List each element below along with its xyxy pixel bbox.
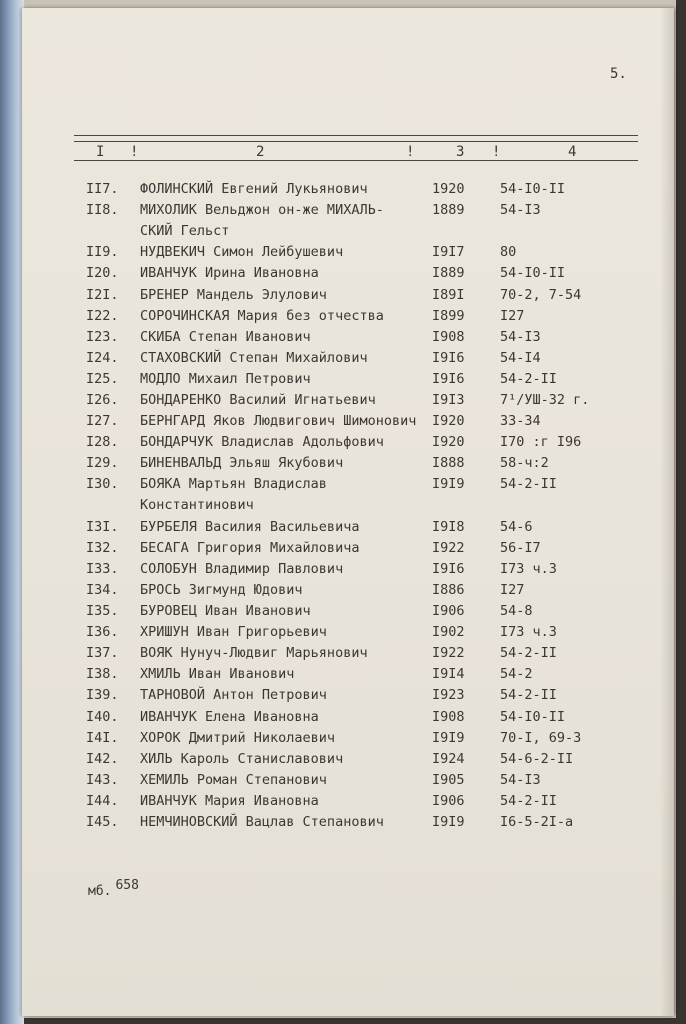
article-code: 54-I0-II <box>500 708 566 725</box>
article-code: 33-34 <box>500 413 541 430</box>
entry-number: I28. <box>86 434 119 451</box>
birth-year: I908 <box>432 328 465 345</box>
article-code: 70-I, 69-3 <box>500 729 582 746</box>
birth-year: 1889 <box>432 202 465 219</box>
list-item <box>22 413 674 434</box>
article-code: 80 <box>500 244 517 261</box>
list-item <box>22 265 674 286</box>
entry-number: I34. <box>86 581 119 598</box>
article-code: 54-2-II <box>500 370 557 387</box>
article-code: 58-ч:2 <box>500 455 549 472</box>
entry-number: I30. <box>86 476 119 493</box>
article-code: 54-I3 <box>500 202 541 219</box>
document-page <box>22 8 674 1016</box>
birth-year: I9I7 <box>432 244 465 261</box>
person-name: СОЛОБУН Владимир Павлович <box>140 560 344 577</box>
birth-year: I908 <box>432 708 465 725</box>
entry-number: I40. <box>86 708 119 725</box>
person-name: ИВАНЧУК Мария Ивановна <box>140 792 319 809</box>
entry-number: I23. <box>86 328 119 345</box>
entry-number: II8. <box>86 202 119 219</box>
header-col-3: 3 <box>456 144 465 160</box>
person-name: НЕМЧИНОВСКИЙ Вацлав Степанович <box>140 814 384 830</box>
list-item <box>22 519 674 540</box>
article-code: 56-I7 <box>500 539 541 556</box>
entry-number: I33. <box>86 560 119 577</box>
birth-year: I886 <box>432 581 465 598</box>
header-separator-1: ! <box>130 144 139 160</box>
birth-year: I923 <box>432 687 465 704</box>
birth-year: I9I9 <box>432 729 465 746</box>
header-separator-2: ! <box>406 144 415 160</box>
entry-number: I26. <box>86 392 119 408</box>
birth-year: I906 <box>432 792 465 809</box>
person-name: СОРОЧИНСКАЯ Мария без отчества <box>140 307 384 324</box>
person-name: ТАРНОВОЙ Антон Петрович <box>140 687 327 704</box>
birth-year: I899 <box>432 307 465 324</box>
list-item <box>22 371 674 392</box>
entry-number: I36. <box>86 624 119 641</box>
entry-number: I2I. <box>86 286 119 303</box>
list-item <box>22 244 674 265</box>
article-code: I27 <box>500 581 525 598</box>
article-code: 70-2, 7-54 <box>500 286 582 303</box>
entry-number: I32. <box>86 539 119 556</box>
person-name: ХРИШУН Иван Григорьевич <box>140 624 327 641</box>
list-item <box>22 392 674 413</box>
person-name: СТАХОВСКИЙ Степан Михайлович <box>140 349 368 366</box>
list-item <box>22 687 674 708</box>
person-name: МОДЛО Михаил Петрович <box>140 370 311 387</box>
birth-year: I89I <box>432 286 465 303</box>
birth-year: I9I8 <box>432 518 465 535</box>
list-item <box>22 751 674 772</box>
binder-cover <box>0 0 24 1024</box>
article-code: 54-2-II <box>500 792 557 809</box>
person-name: БЕСАГА Григория Михайловича <box>140 539 360 556</box>
birth-year: I9I6 <box>432 560 465 577</box>
article-code: 54-2-II <box>500 687 557 704</box>
person-name: БОНДАРЕНКО Василий Игнатьевич <box>140 392 376 408</box>
list-item <box>22 666 674 687</box>
header-col-2: 2 <box>256 144 265 160</box>
birth-year: I9I6 <box>432 370 465 387</box>
list-item <box>22 202 674 240</box>
footer-label: мб. <box>88 884 112 899</box>
entry-number: I3I. <box>86 518 119 535</box>
header-col-4: 4 <box>568 144 577 160</box>
entry-number: II7. <box>86 181 119 197</box>
header-rule-top-double <box>74 141 638 142</box>
entry-number: I37. <box>86 645 119 662</box>
header-rule-bottom <box>74 160 638 161</box>
entry-number: I35. <box>86 603 119 619</box>
article-code: 54-6-2-II <box>500 750 574 767</box>
birth-year: I889 <box>432 265 465 282</box>
birth-year: I922 <box>432 645 465 662</box>
birth-year: I906 <box>432 603 465 619</box>
person-name-continued: Константинович <box>140 497 254 514</box>
entry-number: II9. <box>86 244 119 261</box>
person-name: ИВАНЧУК Ирина Ивановна <box>140 265 319 282</box>
entry-number: I24. <box>86 349 119 366</box>
list-item <box>22 645 674 666</box>
person-name: БРЕНЕР Мандель Элулович <box>140 286 327 303</box>
footer-mark <box>88 878 139 899</box>
person-name: НУДВЕКИЧ Симон Лейбушевич <box>140 244 344 261</box>
article-code: 54-I0-II <box>500 181 566 197</box>
entry-number: I25. <box>86 370 119 387</box>
birth-year: I9I9 <box>432 814 465 830</box>
entry-number: I29. <box>86 455 119 472</box>
person-name: ХОРОК Дмитрий Николаевич <box>140 729 336 746</box>
birth-year: 1920 <box>432 181 465 197</box>
entry-number: I20. <box>86 265 119 282</box>
article-code: I6-5-2I-а <box>500 814 574 830</box>
entry-number: I43. <box>86 771 119 788</box>
person-name: БИНЕНВАЛЬД Эльяш Якубович <box>140 455 344 472</box>
birth-year: I902 <box>432 624 465 641</box>
page-number: 5. <box>610 66 627 82</box>
birth-year: I922 <box>432 539 465 556</box>
birth-year: I920 <box>432 434 465 451</box>
article-code: 54-6 <box>500 518 533 535</box>
person-name: БЕРНГАРД Яков Людвигович Шимонович <box>140 413 417 430</box>
header-col-1: I <box>96 144 105 160</box>
person-name: ХЕМИЛЬ Роман Степанович <box>140 771 327 788</box>
person-name-continued: СКИЙ Гельст <box>140 223 230 240</box>
entry-number: I44. <box>86 792 119 809</box>
entry-number: I4I. <box>86 729 119 746</box>
list-item <box>22 540 674 561</box>
article-code: 54-8 <box>500 603 533 619</box>
birth-year: I888 <box>432 455 465 472</box>
person-name: ИВАНЧУК Елена Ивановна <box>140 708 319 725</box>
article-code: 54-2-II <box>500 645 557 662</box>
list-item <box>22 434 674 455</box>
article-code: 54-I4 <box>500 349 541 366</box>
birth-year: I920 <box>432 413 465 430</box>
person-name: БРОСЬ Зигмунд Юдович <box>140 581 303 598</box>
list-item <box>22 287 674 308</box>
footer-number: 658 <box>115 878 139 893</box>
entry-number: I45. <box>86 814 119 830</box>
article-code: I70 :г I96 <box>500 434 582 451</box>
entry-number: I39. <box>86 687 119 704</box>
entry-number: I42. <box>86 750 119 767</box>
article-code: 7¹/УШ-32 г. <box>500 392 590 408</box>
person-name: ХИЛЬ Кароль Станиславович <box>140 750 344 767</box>
header-rule-top <box>74 135 638 136</box>
article-code: I73 ч.3 <box>500 560 557 577</box>
list-item <box>22 730 674 751</box>
list-item <box>22 772 674 793</box>
article-code: I73 ч.3 <box>500 624 557 641</box>
list-item <box>22 709 674 730</box>
list-item <box>22 624 674 645</box>
list-item <box>22 603 674 624</box>
header-separator-3: ! <box>492 144 501 160</box>
list-item <box>22 308 674 329</box>
birth-year: I905 <box>432 771 465 788</box>
person-name: СКИБА Степан Иванович <box>140 328 311 345</box>
article-code: 54-2 <box>500 666 533 683</box>
list-item <box>22 814 674 835</box>
person-name: ВОЯК Нунуч-Людвиг Марьянович <box>140 645 368 662</box>
person-name: БУРБЕЛЯ Василия Васильевича <box>140 518 360 535</box>
entry-number: I27. <box>86 413 119 430</box>
list-item <box>22 350 674 371</box>
list-item <box>22 582 674 603</box>
birth-year: I9I4 <box>432 666 465 683</box>
entry-number: I38. <box>86 666 119 683</box>
person-name: БОНДАРЧУК Владислав Адольфович <box>140 434 384 451</box>
article-code: 54-I3 <box>500 771 541 788</box>
birth-year: I9I6 <box>432 349 465 366</box>
person-name: БОЯКА Мартьян Владислав <box>140 476 327 493</box>
person-name: ХМИЛЬ Иван Иванович <box>140 666 295 683</box>
list-item <box>22 181 674 202</box>
entry-number: I22. <box>86 307 119 324</box>
birth-year: I9I3 <box>432 392 465 408</box>
person-name: ФОЛИНСКИЙ Евгений Лукьянович <box>140 181 368 197</box>
person-name: МИХОЛИК Вельджон он-же МИХАЛЬ- <box>140 202 384 219</box>
list-item <box>22 476 674 514</box>
birth-year: I924 <box>432 750 465 767</box>
birth-year: I9I9 <box>432 476 465 493</box>
list-item <box>22 455 674 476</box>
person-name: БУРОВЕЦ Иван Иванович <box>140 603 311 619</box>
list-item <box>22 329 674 350</box>
list-item <box>22 561 674 582</box>
article-code: 54-2-II <box>500 476 557 493</box>
page-edge-shadow <box>660 8 674 1016</box>
article-code: 54-I0-II <box>500 265 566 282</box>
article-code: 54-I3 <box>500 328 541 345</box>
article-code: I27 <box>500 307 525 324</box>
list-item <box>22 793 674 814</box>
